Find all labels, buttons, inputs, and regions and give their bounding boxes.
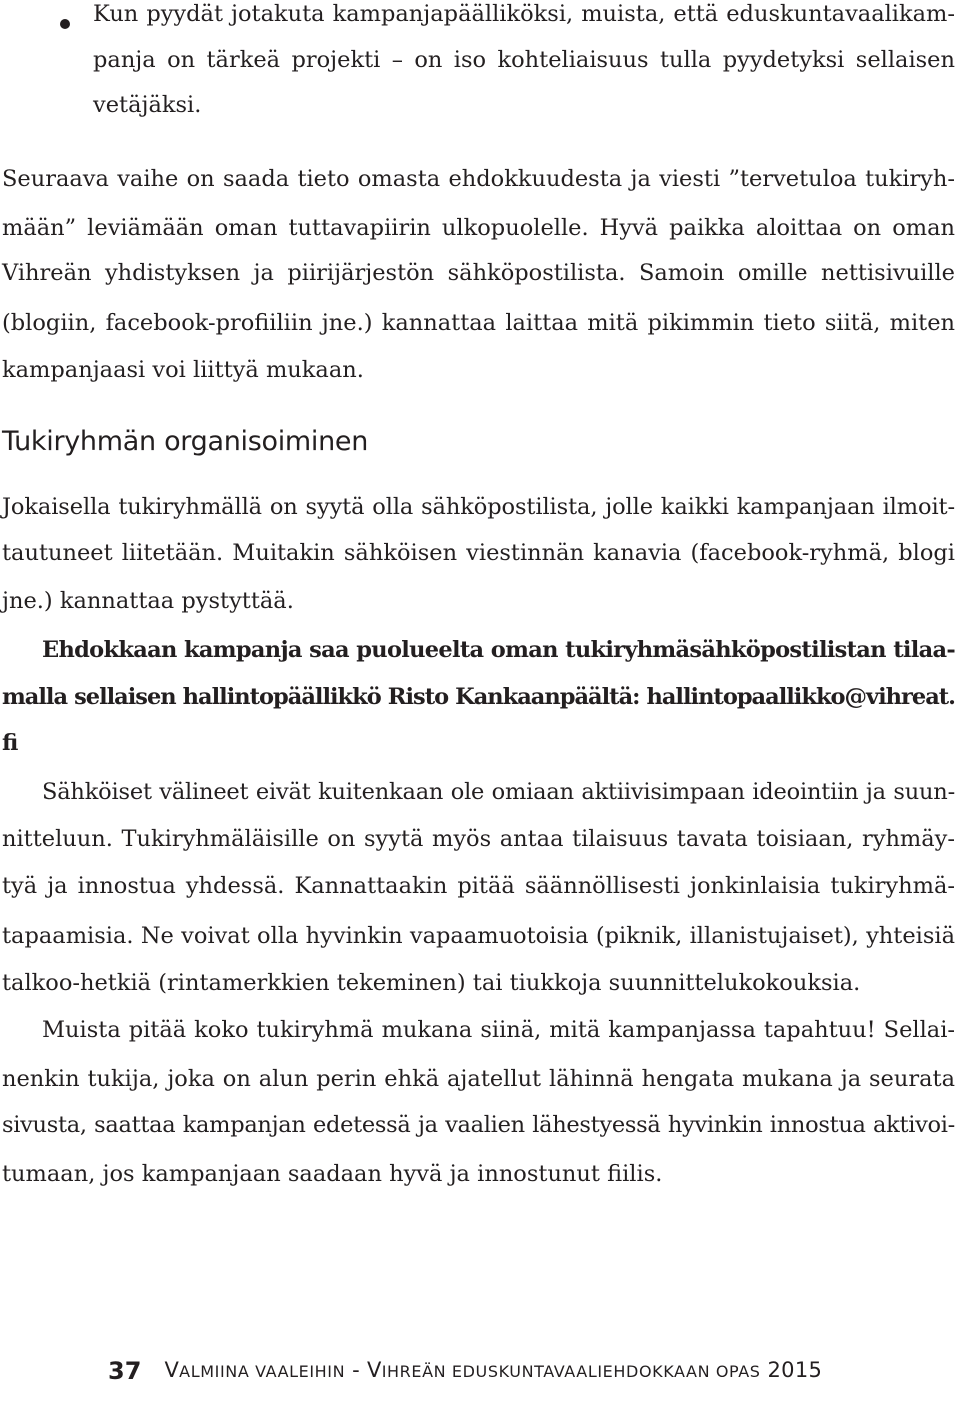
bullet-line: vetäjäksi. [93, 92, 202, 118]
page-number: 37 [108, 1357, 142, 1385]
paragraph-line: talkoo-hetkiä (rintamerkkien tekeminen) tai tiukkoja suunnittelukokouksia. [2, 970, 861, 996]
paragraph-line: sivusta, saattaa kampanjan edetessä ja vaalien lähestyessä hyvinkin innostua aktivoi- [2, 1112, 955, 1138]
bold-line: malla sellaisen hallintopäällikkö Risto Kankaanpäältä: hallintopaallikko@vihreat. [2, 684, 955, 710]
paragraph-line: (blogiin, facebook-profiiliin jne.) kannattaa laittaa mitä pikimmin tieto siitä, miten [2, 310, 955, 336]
section-heading: Tukiryhmän organisoiminen [2, 426, 369, 457]
bullet-line: Kun pyydät jotakuta kampanjapäälliköksi, muista, että eduskuntavaalikam- [93, 1, 955, 27]
bullet-icon [60, 19, 70, 29]
paragraph-line: kampanjaasi voi liittyä mukaan. [2, 357, 364, 383]
bold-line: Ehdokkaan kampanja saa puolueelta oman tukiryhmäsähköpostilistan tilaa- [42, 637, 955, 663]
page-footer [108, 1350, 868, 1390]
paragraph-line: Vihreän yhdistyksen ja piirijärjestön sähköpostilista. Samoin omille nettisivuille [2, 260, 955, 286]
paragraph-line: tapaamisia. Ne voivat olla hyvinkin vapaamuotoisia (piknik, illanistujaiset), yhteisiä [2, 923, 955, 949]
paragraph-line: tautuneet liitetään. Muitakin sähköisen viestinnän kanavia (facebook-ryhmä, blogi [2, 540, 955, 566]
paragraph-line: tumaan, jos kampanjaan saadaan hyvä ja innostunut fiilis. [2, 1161, 663, 1187]
paragraph-line: nitteluun. Tukiryhmäläisille on syytä myös antaa tilaisuus tavata toisiaan, ryhmäy- [2, 826, 955, 852]
paragraph-line: mään” leviämään oman tuttavapiirin ulkopuolelle. Hyvä paikka aloittaa on oman [2, 215, 955, 241]
bold-line: fi [2, 730, 19, 756]
paragraph-line: Jokaisella tukiryhmällä on syytä olla sähköpostilista, jolle kaikki kampanjaan ilmoit- [2, 494, 955, 520]
paragraph-line: Seuraava vaihe on saada tieto omasta ehdokkuudesta ja viesti ”tervetuloa tukiryh- [2, 166, 955, 192]
paragraph-line: nenkin tukija, joka on alun perin ehkä ajatellut lähinnä hengata mukana ja seurata [2, 1066, 955, 1092]
publication-title: VALMIINA VAALEIHIN - VIHREÄN EDUSKUNTAVAALIEHDOKKAAN OPAS 2015 [164, 1358, 823, 1382]
bullet-line: panja on tärkeä projekti – on iso kohteliaisuus tulla pyydetyksi sellaisen [93, 47, 955, 73]
paragraph-line: jne.) kannattaa pystyttää. [2, 588, 294, 614]
paragraph-line: Sähköiset välineet eivät kuitenkaan ole omiaan aktiivisimpaan ideointiin ja suun- [42, 779, 955, 805]
paragraph-line: Muista pitää koko tukiryhmä mukana siinä, mitä kampanjassa tapahtuu! Sellai- [42, 1017, 955, 1043]
paragraph-line: tyä ja innostua yhdessä. Kannattaakin pitää säännöllisesti jonkinlaisia tukiryhmä- [2, 873, 955, 899]
